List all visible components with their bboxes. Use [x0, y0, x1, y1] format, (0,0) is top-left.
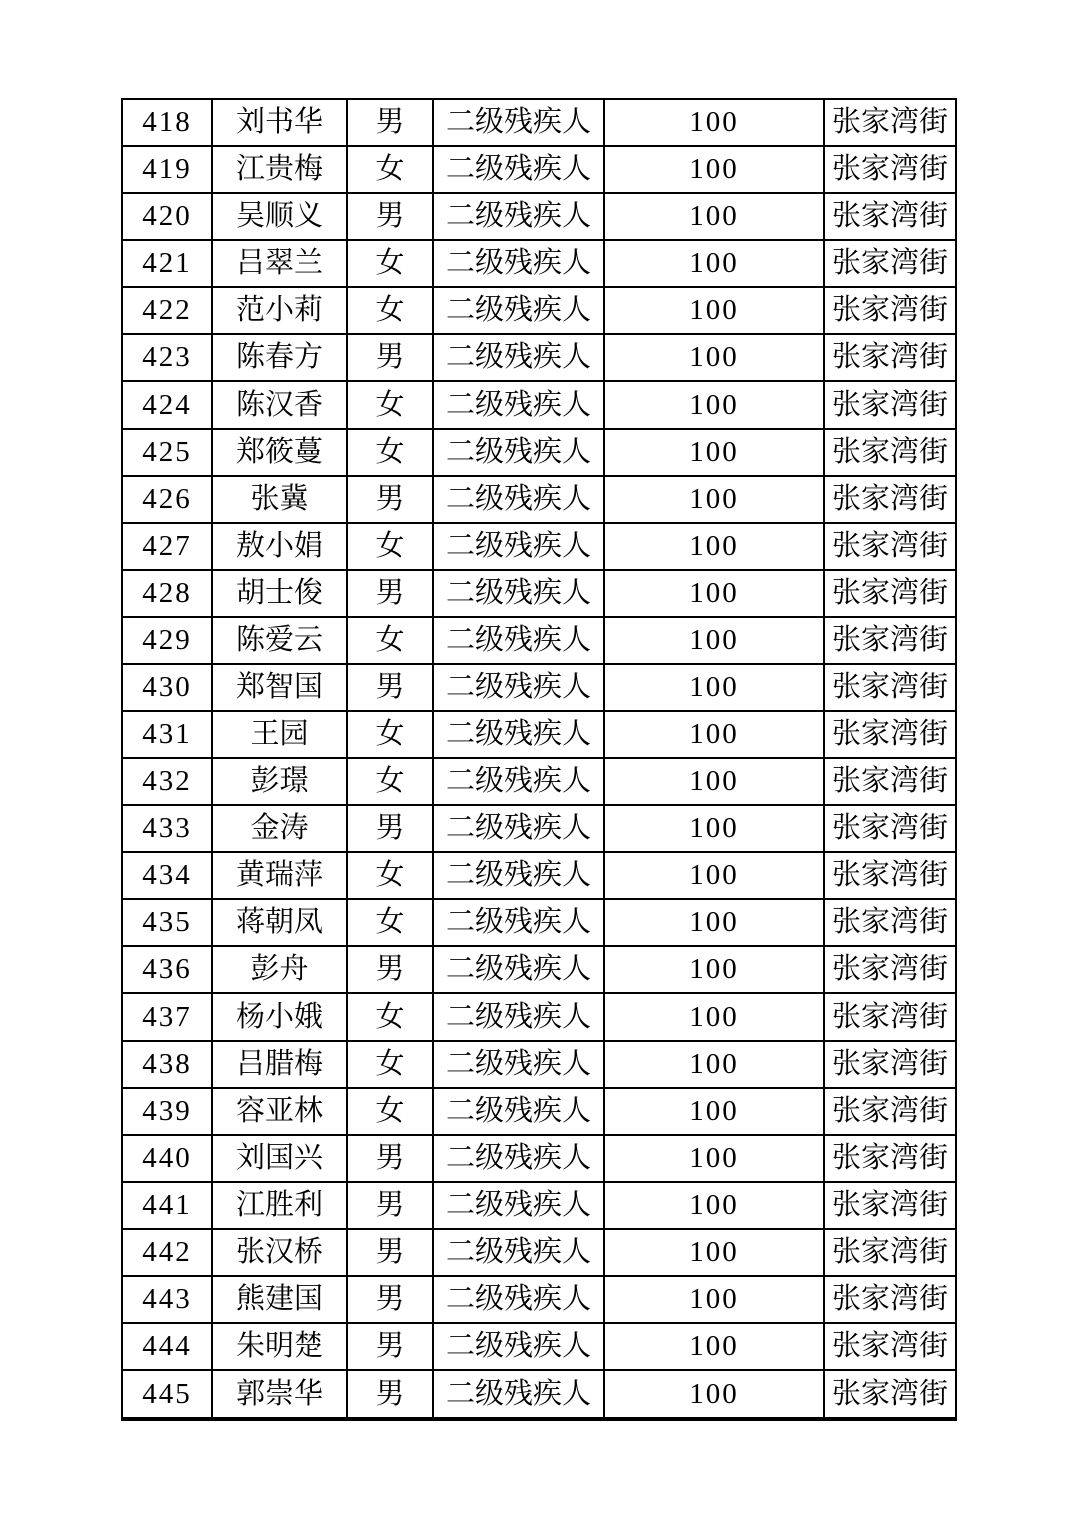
cell-serial-number: 436: [122, 946, 212, 993]
cell-gender: 男: [347, 946, 433, 993]
cell-serial-number: 434: [122, 852, 212, 899]
cell-serial-number: 432: [122, 758, 212, 805]
cell-street: 张家湾街: [824, 899, 956, 946]
cell-amount: 100: [604, 805, 824, 852]
cell-serial-number: 423: [122, 334, 212, 381]
table-row: [122, 946, 956, 993]
cell-serial-number: 431: [122, 711, 212, 758]
cell-serial-number: 420: [122, 193, 212, 240]
cell-name: 熊建国: [212, 1276, 347, 1323]
cell-amount: 100: [604, 381, 824, 428]
cell-serial-number: 421: [122, 240, 212, 287]
table-row: [122, 1041, 956, 1088]
cell-street: 张家湾街: [824, 334, 956, 381]
cell-street: 张家湾街: [824, 1276, 956, 1323]
cell-gender: 男: [347, 193, 433, 240]
cell-street: 张家湾街: [824, 1135, 956, 1182]
cell-amount: 100: [604, 523, 824, 570]
cell-amount: 100: [604, 1135, 824, 1182]
cell-category: 二级残疾人: [433, 664, 604, 711]
table-row: [122, 993, 956, 1040]
cell-serial-number: 426: [122, 476, 212, 523]
cell-gender: 男: [347, 805, 433, 852]
cell-gender: 男: [347, 570, 433, 617]
table-row: [122, 1370, 956, 1419]
cell-serial-number: 422: [122, 287, 212, 334]
roster-table: [121, 98, 957, 1421]
cell-gender: 女: [347, 146, 433, 193]
cell-amount: 100: [604, 852, 824, 899]
cell-category: 二级残疾人: [433, 570, 604, 617]
cell-amount: 100: [604, 146, 824, 193]
cell-serial-number: 428: [122, 570, 212, 617]
cell-amount: 100: [604, 240, 824, 287]
cell-category: 二级残疾人: [433, 334, 604, 381]
cell-gender: 男: [347, 1229, 433, 1276]
cell-name: 陈春方: [212, 334, 347, 381]
cell-serial-number: 438: [122, 1041, 212, 1088]
cell-street: 张家湾街: [824, 193, 956, 240]
cell-name: 陈爱云: [212, 617, 347, 664]
cell-amount: 100: [604, 899, 824, 946]
cell-category: 二级残疾人: [433, 1276, 604, 1323]
cell-amount: 100: [604, 1370, 824, 1419]
cell-gender: 男: [347, 99, 433, 146]
cell-name: 郑智国: [212, 664, 347, 711]
cell-amount: 100: [604, 429, 824, 476]
cell-category: 二级残疾人: [433, 1229, 604, 1276]
cell-amount: 100: [604, 993, 824, 1040]
cell-category: 二级残疾人: [433, 993, 604, 1040]
cell-name: 黄瑞萍: [212, 852, 347, 899]
table-row: [122, 852, 956, 899]
cell-gender: 女: [347, 993, 433, 1040]
table-row: [122, 523, 956, 570]
cell-name: 吕腊梅: [212, 1041, 347, 1088]
cell-serial-number: 425: [122, 429, 212, 476]
cell-amount: 100: [604, 1323, 824, 1370]
cell-category: 二级残疾人: [433, 758, 604, 805]
cell-street: 张家湾街: [824, 1041, 956, 1088]
cell-gender: 女: [347, 1088, 433, 1135]
cell-street: 张家湾街: [824, 946, 956, 993]
cell-gender: 女: [347, 240, 433, 287]
table-row: [122, 381, 956, 428]
table-row: [122, 429, 956, 476]
cell-serial-number: 443: [122, 1276, 212, 1323]
cell-street: 张家湾街: [824, 1370, 956, 1419]
cell-gender: 男: [347, 1182, 433, 1229]
cell-serial-number: 441: [122, 1182, 212, 1229]
roster-body: [122, 99, 956, 1419]
cell-gender: 男: [347, 1135, 433, 1182]
cell-category: 二级残疾人: [433, 523, 604, 570]
cell-gender: 女: [347, 617, 433, 664]
cell-name: 郑筱蔓: [212, 429, 347, 476]
cell-street: 张家湾街: [824, 523, 956, 570]
cell-amount: 100: [604, 711, 824, 758]
cell-street: 张家湾街: [824, 993, 956, 1040]
cell-street: 张家湾街: [824, 617, 956, 664]
cell-name: 郭崇华: [212, 1370, 347, 1419]
cell-name: 彭璟: [212, 758, 347, 805]
cell-amount: 100: [604, 664, 824, 711]
cell-amount: 100: [604, 99, 824, 146]
table-row: [122, 193, 956, 240]
cell-amount: 100: [604, 193, 824, 240]
cell-serial-number: 437: [122, 993, 212, 1040]
table-row: [122, 617, 956, 664]
cell-category: 二级残疾人: [433, 946, 604, 993]
table-row: [122, 758, 956, 805]
cell-name: 敖小娟: [212, 523, 347, 570]
table-row: [122, 1135, 956, 1182]
cell-category: 二级残疾人: [433, 381, 604, 428]
cell-street: 张家湾街: [824, 1229, 956, 1276]
cell-amount: 100: [604, 1088, 824, 1135]
cell-name: 江胜利: [212, 1182, 347, 1229]
cell-street: 张家湾街: [824, 758, 956, 805]
cell-category: 二级残疾人: [433, 240, 604, 287]
cell-gender: 男: [347, 1323, 433, 1370]
cell-amount: 100: [604, 1276, 824, 1323]
cell-serial-number: 444: [122, 1323, 212, 1370]
cell-category: 二级残疾人: [433, 899, 604, 946]
cell-street: 张家湾街: [824, 1088, 956, 1135]
cell-street: 张家湾街: [824, 711, 956, 758]
cell-amount: 100: [604, 287, 824, 334]
cell-serial-number: 427: [122, 523, 212, 570]
cell-street: 张家湾街: [824, 664, 956, 711]
cell-category: 二级残疾人: [433, 711, 604, 758]
cell-gender: 男: [347, 334, 433, 381]
cell-name: 金涛: [212, 805, 347, 852]
cell-serial-number: 419: [122, 146, 212, 193]
cell-serial-number: 429: [122, 617, 212, 664]
table-row: [122, 1182, 956, 1229]
cell-serial-number: 435: [122, 899, 212, 946]
cell-name: 杨小娥: [212, 993, 347, 1040]
cell-street: 张家湾街: [824, 287, 956, 334]
table-row: [122, 570, 956, 617]
cell-name: 吴顺义: [212, 193, 347, 240]
cell-serial-number: 445: [122, 1370, 212, 1419]
cell-category: 二级残疾人: [433, 99, 604, 146]
cell-name: 张冀: [212, 476, 347, 523]
cell-gender: 男: [347, 664, 433, 711]
cell-serial-number: 439: [122, 1088, 212, 1135]
cell-name: 朱明楚: [212, 1323, 347, 1370]
cell-category: 二级残疾人: [433, 1370, 604, 1419]
cell-name: 刘国兴: [212, 1135, 347, 1182]
cell-gender: 女: [347, 381, 433, 428]
cell-category: 二级残疾人: [433, 1041, 604, 1088]
cell-serial-number: 440: [122, 1135, 212, 1182]
table-row: [122, 664, 956, 711]
cell-gender: 男: [347, 1370, 433, 1419]
cell-serial-number: 442: [122, 1229, 212, 1276]
cell-gender: 女: [347, 899, 433, 946]
cell-category: 二级残疾人: [433, 287, 604, 334]
cell-street: 张家湾街: [824, 146, 956, 193]
cell-amount: 100: [604, 476, 824, 523]
cell-street: 张家湾街: [824, 99, 956, 146]
table-row: [122, 711, 956, 758]
table-row: [122, 805, 956, 852]
cell-category: 二级残疾人: [433, 429, 604, 476]
table-row: [122, 899, 956, 946]
table-row: [122, 287, 956, 334]
cell-amount: 100: [604, 1182, 824, 1229]
cell-category: 二级残疾人: [433, 1323, 604, 1370]
cell-gender: 男: [347, 476, 433, 523]
cell-name: 容亚林: [212, 1088, 347, 1135]
cell-street: 张家湾街: [824, 476, 956, 523]
table-row: [122, 146, 956, 193]
cell-name: 刘书华: [212, 99, 347, 146]
cell-name: 王园: [212, 711, 347, 758]
table-row: [122, 1323, 956, 1370]
cell-category: 二级残疾人: [433, 193, 604, 240]
cell-gender: 女: [347, 523, 433, 570]
cell-serial-number: 433: [122, 805, 212, 852]
cell-category: 二级残疾人: [433, 852, 604, 899]
cell-category: 二级残疾人: [433, 476, 604, 523]
cell-category: 二级残疾人: [433, 1088, 604, 1135]
cell-street: 张家湾街: [824, 240, 956, 287]
cell-serial-number: 430: [122, 664, 212, 711]
cell-amount: 100: [604, 1041, 824, 1088]
cell-name: 吕翠兰: [212, 240, 347, 287]
cell-name: 江贵梅: [212, 146, 347, 193]
table-row: [122, 1276, 956, 1323]
cell-amount: 100: [604, 570, 824, 617]
table-row: [122, 476, 956, 523]
cell-street: 张家湾街: [824, 852, 956, 899]
cell-amount: 100: [604, 617, 824, 664]
cell-street: 张家湾街: [824, 1182, 956, 1229]
cell-name: 范小莉: [212, 287, 347, 334]
cell-gender: 女: [347, 711, 433, 758]
cell-category: 二级残疾人: [433, 1135, 604, 1182]
cell-amount: 100: [604, 334, 824, 381]
cell-amount: 100: [604, 946, 824, 993]
cell-name: 陈汉香: [212, 381, 347, 428]
cell-gender: 女: [347, 287, 433, 334]
cell-amount: 100: [604, 758, 824, 805]
table-row: [122, 99, 956, 146]
cell-serial-number: 418: [122, 99, 212, 146]
table-row: [122, 240, 956, 287]
cell-category: 二级残疾人: [433, 617, 604, 664]
cell-street: 张家湾街: [824, 570, 956, 617]
cell-street: 张家湾街: [824, 381, 956, 428]
cell-gender: 女: [347, 1041, 433, 1088]
cell-category: 二级残疾人: [433, 805, 604, 852]
cell-name: 蒋朝凤: [212, 899, 347, 946]
cell-serial-number: 424: [122, 381, 212, 428]
cell-amount: 100: [604, 1229, 824, 1276]
table-row: [122, 334, 956, 381]
cell-gender: 女: [347, 429, 433, 476]
cell-name: 彭舟: [212, 946, 347, 993]
cell-category: 二级残疾人: [433, 1182, 604, 1229]
table-row: [122, 1088, 956, 1135]
cell-category: 二级残疾人: [433, 146, 604, 193]
table-row: [122, 1229, 956, 1276]
cell-gender: 男: [347, 1276, 433, 1323]
cell-gender: 女: [347, 852, 433, 899]
cell-street: 张家湾街: [824, 429, 956, 476]
cell-gender: 女: [347, 758, 433, 805]
cell-street: 张家湾街: [824, 1323, 956, 1370]
cell-name: 张汉桥: [212, 1229, 347, 1276]
cell-street: 张家湾街: [824, 805, 956, 852]
cell-name: 胡士俊: [212, 570, 347, 617]
